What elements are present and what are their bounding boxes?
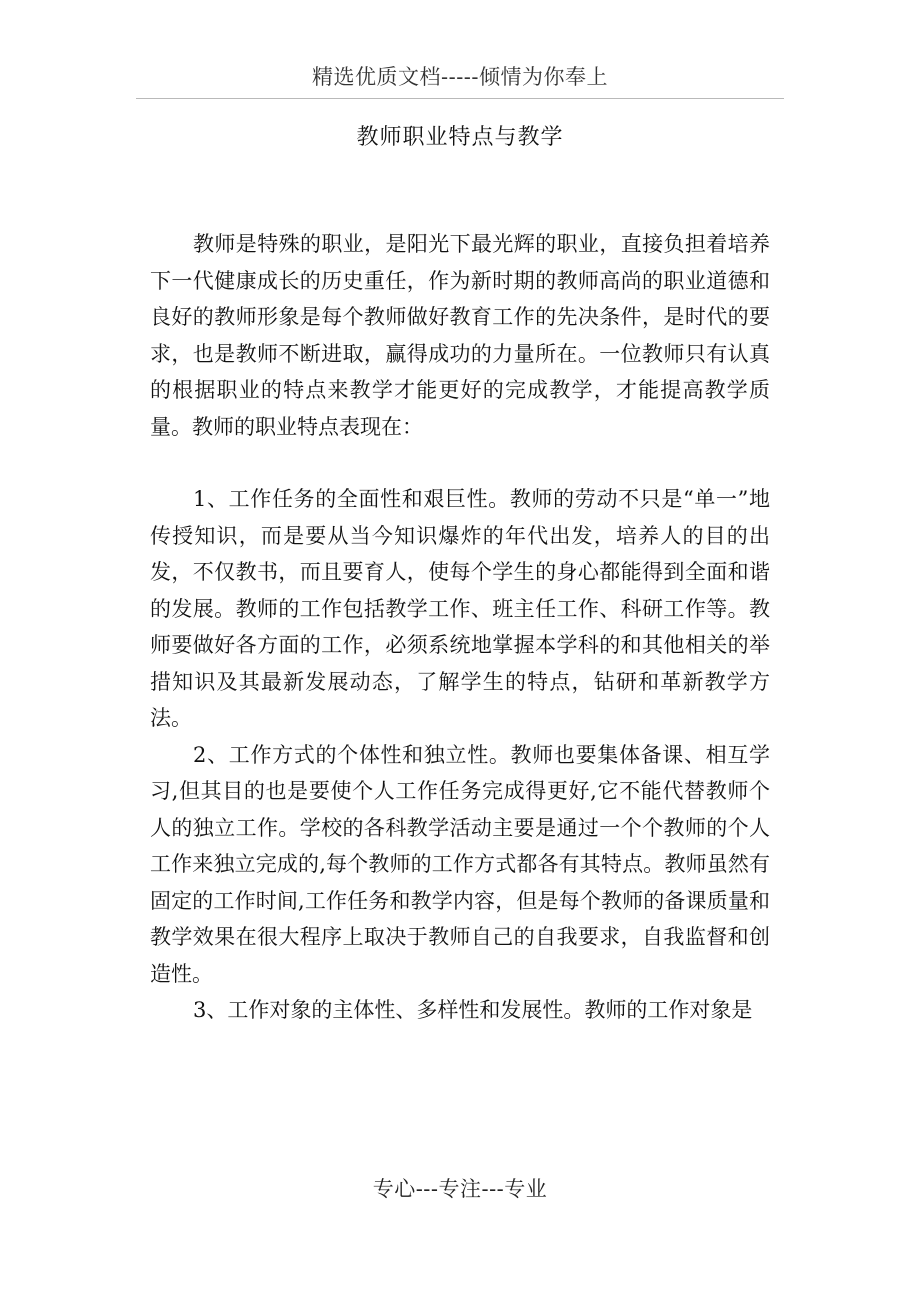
paragraph-point-3: 3、工作对象的主体性、多样性和发展性。教师的工作对象是 xyxy=(193,998,753,1022)
header-divider xyxy=(136,98,784,99)
document-title: 教师职业特点与教学 xyxy=(356,125,564,150)
paragraph-point-2: 2、工作方式的个体性和独立性。教师也要集体备课、相互学习,但其目的也是要使个人工作任务完成得更好,它不能代替教师个人的独立工作。学校的各科教学活动主要是通过一个个教师的个人工作来独立完成的,每个教师的工作方式都各有其特点。教师虽然有固定的工作时间,工作任务和教学内容，但是每个教师的备课质量和教学效果在很大程序上取决于教师自己的自我要求，自我监督和创造性。 xyxy=(150,742,770,986)
page-footer: 专心---专注---专业 xyxy=(372,1177,548,1201)
paragraph-intro: 教师是特殊的职业，是阳光下最光辉的职业，直接负担着培养下一代健康成长的历史重任，作为新时期的教师高尚的职业道德和良好的教师形象是每个教师做好教育工作的先决条件，是时代的要求，也是教师不断进取，赢得成功的力量所在。一位教师只有认真的根据职业的特点来教学才能更好的完成教学，才能提高教学质量。教师的职业特点表现在： xyxy=(150,232,770,439)
paragraph-point-1: 1、工作任务的全面性和艰巨性。教师的劳动不只是“单一”地传授知识，而是要从当今知识爆炸的年代出发，培养人的目的出发，不仅教书，而且要育人，使每个学生的身心都能得到全面和谐的发展。教师的工作包括教学工作、班主任工作、科研工作等。教师要做好各方面的工作，必须系统地掌握本学科的和其他相关的举措知识及其最新发展动态，了解学生的特点，钻研和革新教学方法。 xyxy=(150,487,770,730)
document-body xyxy=(150,226,770,1029)
page-header: 精选优质文档-----倾情为你奉上 xyxy=(312,65,608,89)
